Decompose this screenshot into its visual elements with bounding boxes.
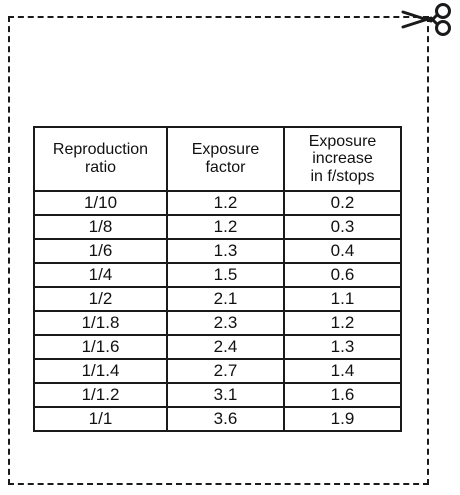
exposure-table — [33, 126, 402, 432]
table-row — [34, 335, 401, 359]
table-row — [34, 191, 401, 215]
table-row — [34, 359, 401, 383]
table-row — [34, 383, 401, 407]
cell-fstop-increase: 0.6 — [284, 263, 401, 287]
header-reproduction-ratio — [34, 127, 167, 191]
table-row — [34, 287, 401, 311]
header-line: factor — [205, 159, 246, 176]
cell-reproduction-ratio: 1/1.8 — [34, 311, 167, 335]
header-line: increase — [312, 150, 373, 168]
cell-exposure-factor: 1.2 — [167, 191, 284, 215]
cell-fstop-increase: 0.2 — [284, 191, 401, 215]
table-row — [34, 263, 401, 287]
cell-exposure-factor: 2.3 — [167, 311, 284, 335]
cell-fstop-increase: 0.3 — [284, 215, 401, 239]
cell-exposure-factor: 3.6 — [167, 407, 284, 431]
cell-exposure-factor: 3.1 — [167, 383, 284, 407]
scissors-icon — [401, 3, 457, 37]
cell-reproduction-ratio: 1/6 — [34, 239, 167, 263]
cell-reproduction-ratio: 1/8 — [34, 215, 167, 239]
header-line: Exposure — [308, 132, 377, 150]
cell-reproduction-ratio: 1/1.2 — [34, 383, 167, 407]
cell-reproduction-ratio: 1/1.4 — [34, 359, 167, 383]
cell-fstop-increase: 0.4 — [284, 239, 401, 263]
cell-exposure-factor: 1.5 — [167, 263, 284, 287]
cell-fstop-increase: 1.6 — [284, 383, 401, 407]
cell-exposure-factor: 2.4 — [167, 335, 284, 359]
cell-reproduction-ratio: 1/1 — [34, 407, 167, 431]
header-line: Reproduction — [52, 141, 149, 159]
cell-reproduction-ratio: 1/4 — [34, 263, 167, 287]
cell-fstop-increase: 1.3 — [284, 335, 401, 359]
table-row — [34, 215, 401, 239]
table-row — [34, 311, 401, 335]
header-exposure-factor — [167, 127, 284, 191]
cell-fstop-increase: 1.1 — [284, 287, 401, 311]
cell-exposure-factor: 1.3 — [167, 239, 284, 263]
cell-fstop-increase: 1.9 — [284, 407, 401, 431]
header-line: in f/stops — [310, 167, 375, 185]
table-row — [34, 239, 401, 263]
cell-fstop-increase: 1.4 — [284, 359, 401, 383]
cell-reproduction-ratio: 1/1.6 — [34, 335, 167, 359]
cell-reproduction-ratio: 1/10 — [34, 191, 167, 215]
cell-fstop-increase: 1.2 — [284, 311, 401, 335]
cell-exposure-factor: 1.2 — [167, 215, 284, 239]
cell-exposure-factor: 2.1 — [167, 287, 284, 311]
table-header-row — [34, 127, 401, 191]
header-exposure-increase — [284, 127, 401, 191]
header-line: ratio — [84, 159, 117, 176]
cell-exposure-factor: 2.7 — [167, 359, 284, 383]
table-row — [34, 407, 401, 431]
cell-reproduction-ratio: 1/2 — [34, 287, 167, 311]
header-line: Exposure — [191, 141, 260, 159]
